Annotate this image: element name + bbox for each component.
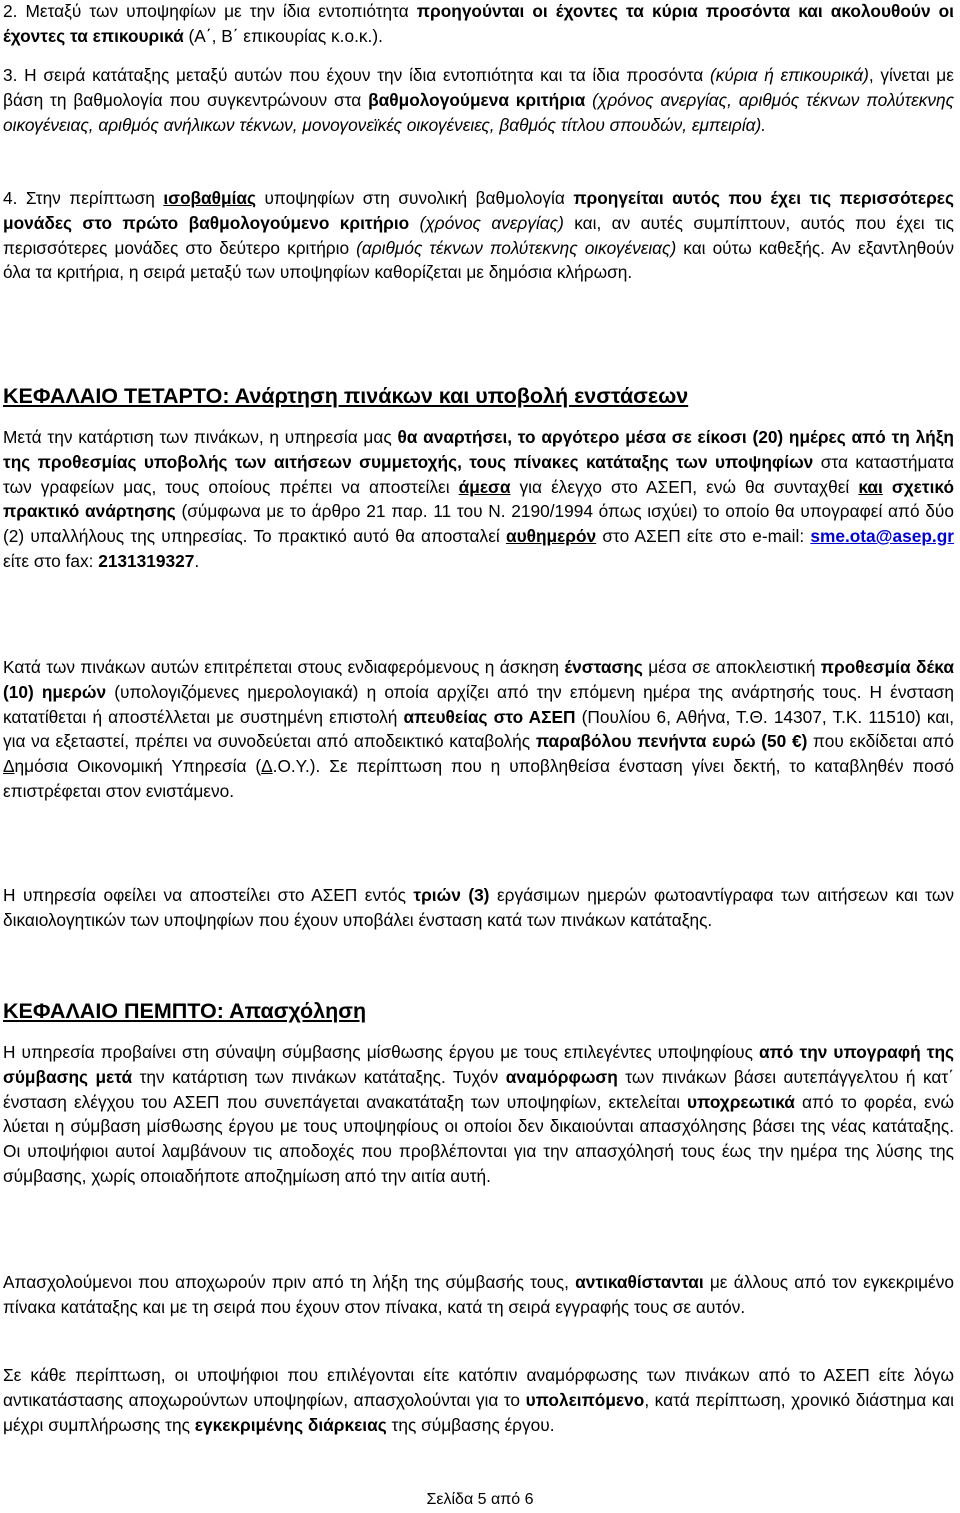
criteria-item-2: 2. Μεταξύ των υποψηφίων με την ίδια εντοπιότητα προηγούνται οι έχοντες τα κύρια προσόντα και ακολουθούν οι έχοντες τα επικουρικά (Α΄, Β΄ επικουρίας κ.ο.κ.). (3, 1, 954, 46)
chapter-5-paragraph-3: Σε κάθε περίπτωση, οι υποψήφιοι που επιλέγονται είτε κατόπιν αναμόρφωσης των πινάκων από το ΑΣΕΠ είτε λόγω αντικατάστασης αποχωρούντων υποψηφίων, απασχολούνται για το υπολειπόμενο, κατά περίπτωση, χρονικό διάστημα και μέχρι συμπλήρωσης της εγκεκριμένης διάρκειας της σύμβασης έργου. (3, 1365, 954, 1435)
email-link[interactable]: sme.ota@asep.gr (810, 526, 954, 547)
page-number: Σελίδα 5 από 6 (426, 1491, 534, 1508)
chapter-4-heading: ΚΕΦΑΛΑΙΟ ΤΕΤΑΡΤΟ: Ανάρτηση πινάκων και υποβολή ενστάσεων (3, 384, 689, 408)
criteria-item-3: 3. Η σειρά κατάταξης μεταξύ αυτών που έχουν την ίδια εντοπιότητα και τα ίδια προσόντα (κύρια ή επικουρικά), γίνεται με βάση τη βαθμολογία που συγκεντρώνουν στα βαθμολογούμενα κριτήρια (χρόνος ανεργίας, αριθμός τέκνων πολύτεκνης οικογένειας, αριθμός ανήλικων τέκνων, μονογονεϊκές οικογένειες, βαθμός τίτλου σπουδών, εμπειρία). (3, 65, 954, 135)
fax-number: 2131319327 (98, 550, 195, 571)
chapter-4-paragraph-2: Κατά των πινάκων αυτών επιτρέπεται στους ενδιαφερόμενους η άσκηση ένστασης μέσα σε αποκλειστική προθεσμία δέκα (10) ημερών (υπολογιζόμενες ημερολογιακά) η οποία αρχίζει από την επόμενη ημέρα της ανάρτησής τους. Η ένσταση κατατίθεται ή αποστέλλεται με συστημένη επιστολή απευθείας στο ΑΣΕΠ (Πουλίου 6, Αθήνα, Τ.Θ. 14307, Τ.Κ. 11510) και, για να εξεταστεί, πρέπει να συνοδεύεται από αποδεικτικό καταβολής παραβόλου πενήντα ευρώ (50 €) που εκδίδεται από Δημόσια Οικονομική Υπηρεσία (Δ.Ο.Υ.). Σε περίπτωση που η υποβληθείσα ένσταση γίνει δεκτή, το καταβληθέν ποσό επιστρέφεται στον ενιστάμενο. (3, 657, 955, 801)
chapter-4-paragraph-1: Μετά την κατάρτιση των πινάκων, η υπηρεσία μας θα αναρτήσει, το αργότερο μέσα σε είκοσι (20) ημέρες από τη λήξη της προθεσμίας υποβολής των αιτήσεων συμμετοχής, τους πίνακες κατάταξης των υποψηφίων στα καταστήματα των γραφείων μας, τους οποίους πρέπει να αποστείλει άμεσα για έλεγχο στο ΑΣΕΠ, ενώ θα συνταχθεί και σχετικό πρακτικό ανάρτησης (σύμφωνα με το άρθρο 21 παρ. 11 του Ν. 2190/1994 όπως ισχύει) το οποίο θα υπογραφεί από δύο (2) υπαλλήλους της υπηρεσίας. Το πρακτικό αυτό θα αποσταλεί αυθημερόν στο ΑΣΕΠ είτε στο e-mail: sme.ota@asep.gr είτε στο fax: 2131319327. (3, 427, 955, 571)
chapter-5-paragraph-1: Η υπηρεσία προβαίνει στη σύναψη σύμβασης μίσθωσης έργου με τους επιλεγέντες υποψηφίους από την υπογραφή της σύμβασης μετά την κατάρτιση των πινάκων κατάταξης. Τυχόν αναμόρφωση των πινάκων βάσει αυτεπάγγελτου ή κατ΄ ένσταση ελέγχου του ΑΣΕΠ που συνεπάγεται ανακατάταξη των υποψηφίων, εκτελείται υποχρεωτικά από το φορέα, ενώ λύεται η σύμβαση μίσθωσης έργου με τους υποψηφίους οι οποίοι δεν δικαιούνται απασχόλησης βάσει της νέας κατάταξης. Οι υποψήφιοι αυτοί λαμβάνουν τις αποδοχές που προβλέπονται για την απασχόλησή τους έως την ημέρα της λύσης της σύμβασης, χωρίς οποιαδήποτε αποζημίωση από την αιτία αυτή. (3, 1042, 954, 1186)
chapter-5-paragraph-2: Απασχολούμενοι που αποχωρούν πριν από τη λήξη της σύμβασής τους, αντικαθίστανται με άλλους από τον εγκεκριμένο πίνακα κατάταξης και με τη σειρά που έχουν στον πίνακα, κατά τη σειρά εγγραφής τους σε αυτόν. (3, 1272, 954, 1317)
chapter-4-paragraph-3: Η υπηρεσία οφείλει να αποστείλει στο ΑΣΕΠ εντός τριών (3) εργάσιμων ημερών φωτοαντίγραφα των αιτήσεων και των δικαιολογητικών των υποψηφίων που έχουν υποβάλει ένσταση κατά των πινάκων κατάταξης. (3, 885, 955, 930)
criteria-item-4-tie-break: 4. Στην περίπτωση ισοβαθμίας υποψηφίων στη συνολική βαθμολογία προηγείται αυτός που έχει τις περισσότερες μονάδες στο πρώτο βαθμολογούμενο κριτήριο (χρόνος ανεργίας) και, αν αυτές συμπίπτουν, αυτός που έχει τις περισσότερες μονάδες στο δεύτερο κριτήριο (αριθμός τέκνων πολύτεκνης οικογένειας) και ούτω καθεξής. Αν εξαντληθούν όλα τα κριτήρια, η σειρά μεταξύ των υποψηφίων καθορίζεται με δημόσια κλήρωση. (3, 188, 954, 283)
chapter-5-heading: ΚΕΦΑΛΑΙΟ ΠΕΜΠΤΟ: Απασχόληση (3, 999, 367, 1023)
tie-keyword: ισοβαθμίας (163, 188, 257, 208)
